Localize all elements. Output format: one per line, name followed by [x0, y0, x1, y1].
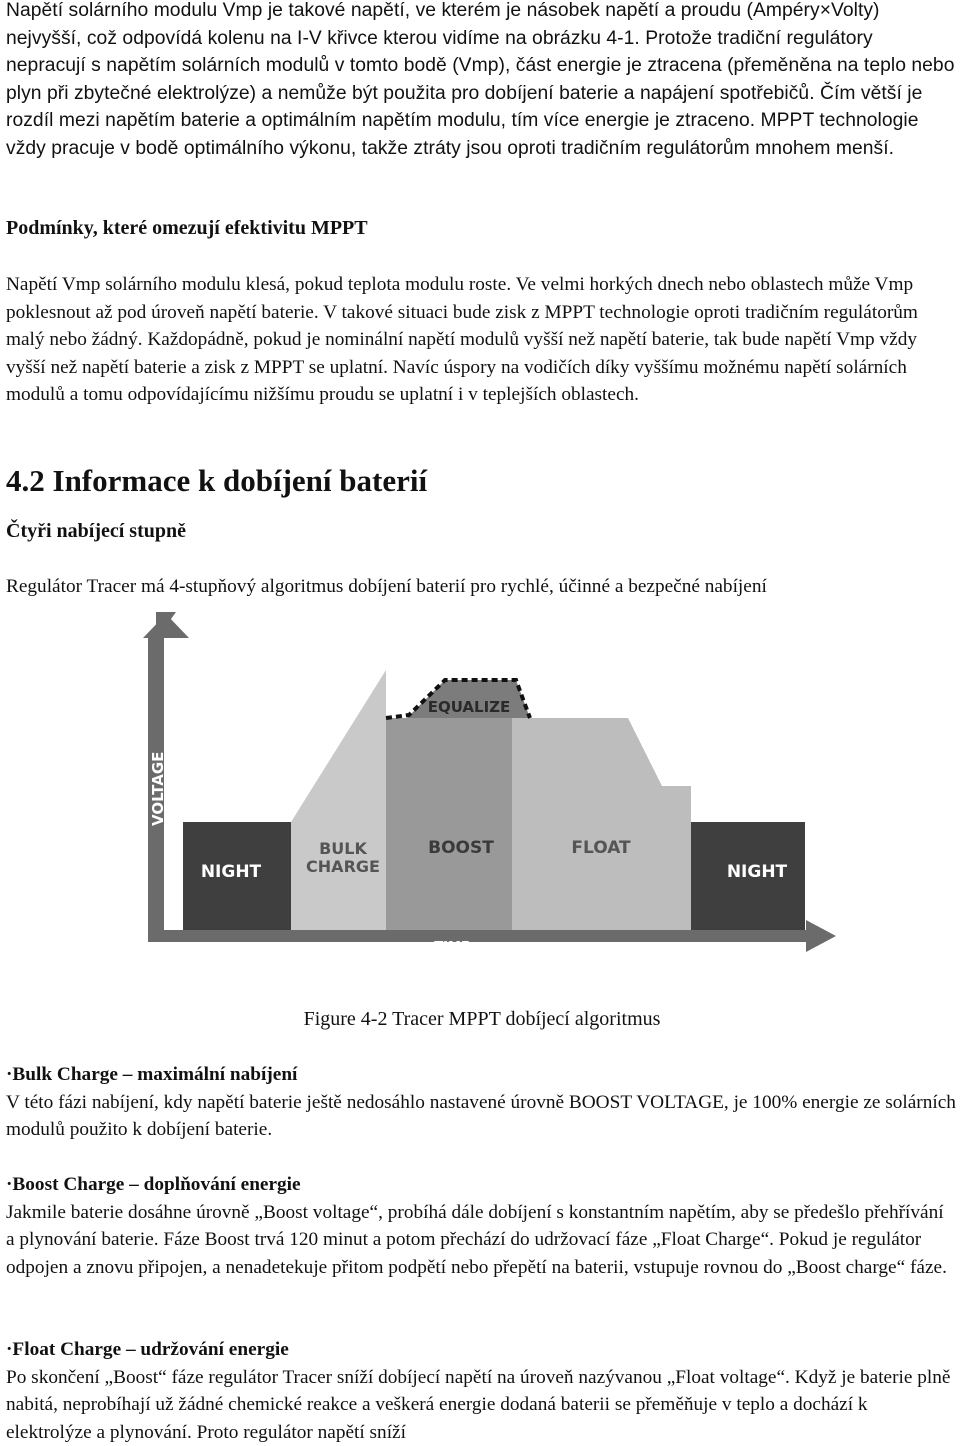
bulk-label-line1: BULK	[319, 839, 367, 858]
float-charge-text: Po skončení „Boost“ fáze regulátor Tracer sníží dobíjecí napětí na úroveň nazývanou „Float voltage“. Když je baterie plně nabitá, neprobíhají už žádné chemické reakce a veškerá energie dodaná baterii se přeměňuje v teplo a dochází k elektrolýze a plynování. Proto regulátor napětí sníží	[6, 1366, 951, 1443]
conditions-heading: Podmínky, které omezují efektivitu MPPT	[6, 217, 368, 239]
night-label-2: NIGHT	[726, 862, 788, 882]
time-axis-arrowhead	[806, 920, 836, 952]
voltage-axis-arrowhead	[143, 614, 189, 638]
float-charge-section	[6, 1336, 956, 1446]
boost-stage	[386, 718, 512, 930]
boost-charge-title: ·Boost Charge – doplňování energie	[6, 1174, 301, 1195]
boost-charge-text: Jakmile baterie dosáhne úrovně „Boost voltage“, probíhá dále dobíjení s konstantním napětím, aby se předešlo přehřívání a plynování baterie. Fáze Boost trvá 120 minut a potom přechází do udržovací fáze „Float Charge“. Pokud je regulátor odpojen a znovu připojen, a nenadetekuje přitom podpětí nebo přepětí na baterii, vstupuje rovnou do „Boost charge“ fáze.	[6, 1201, 947, 1278]
charging-stages-intro: Regulátor Tracer má 4-stupňový algoritmus dobíjení baterií pro rychlé, účinné a bezpečné nabíjení	[6, 576, 767, 597]
section-heading: 4.2 Informace k dobíjení baterií	[6, 463, 428, 498]
boost-label: BOOST	[428, 838, 494, 858]
bulk-charge-stage	[291, 670, 386, 930]
float-stage	[512, 718, 691, 930]
bulk-label-line2: CHARGE	[306, 857, 380, 876]
night-label-1: NIGHT	[200, 862, 262, 882]
boost-charge-section	[6, 1171, 956, 1281]
bulk-charge-text: V této fázi nabíjení, kdy napětí baterie ještě nedosáhlo nastavené úrovně BOOST VOLTAGE, je 100% energie ze solárních modulů použito k dobíjení baterie.	[6, 1091, 956, 1141]
figure-caption: Figure 4-2 Tracer MPPT dobíjecí algoritmus	[303, 1008, 661, 1030]
charging-stages-figure	[140, 612, 840, 962]
bulk-charge-section	[6, 1061, 956, 1144]
float-charge-title: ·Float Charge – udržování energie	[6, 1339, 289, 1360]
time-axis	[148, 930, 808, 942]
intro-paragraph: Napětí solárního modulu Vmp je takové napětí, ve kterém je násobek napětí a proudu (Ampéry×Volty) nejvyšší, což odpovídá kolenu na I-V křivce kterou vidíme na obrázku 4-1. Protože tradiční regulátory nepracují s napětím solárních modulů v tomto bodě (Vmp), část energie je ztracena (přeměněna na teplo nebo plyn při zbytečné elektrolýze) a nemůže být použita pro dobíjení baterie a napájení spotřebičů. Čím větší je rozdíl mezi napětím baterie a optimálním napětím modulu, tím více energie je ztraceno. MPPT technologie vždy pracuje v bodě optimálního výkonu, takže ztráty jsou oproti tradičním regulátorům mnohem menší.	[6, 0, 955, 159]
bulk-charge-title: ·Bulk Charge – maximální nabíjení	[6, 1064, 298, 1085]
charging-stages-heading: Čtyři nabíjecí stupně	[6, 520, 186, 542]
voltage-axis-label: VOLTAGE	[149, 751, 167, 826]
time-axis-label: TIME	[434, 940, 470, 955]
conditions-paragraph: Napětí Vmp solárního modulu klesá, pokud teplota modulu roste. Ve velmi horkých dnech nebo oblastech může Vmp poklesnout až pod úroveň napětí baterie. V takové situaci bude zisk z MPPT technologie oproti tradičním regulátorům malý nebo žádný. Každopádně, pokud je nominální napětí modulů vyšší než napětí baterie, tak bude napětí Vmp vždy vyšší než napětí baterie a zisk z MPPT se uplatní. Navíc úspory na vodičích díky vyššímu možnému napětí solárních modulů a tomu odpovídajícímu nižšímu proudu se uplatní i v teplejších oblastech.	[6, 274, 918, 406]
float-label: FLOAT	[571, 838, 631, 858]
equalize-label: EQUALIZE	[427, 698, 511, 716]
